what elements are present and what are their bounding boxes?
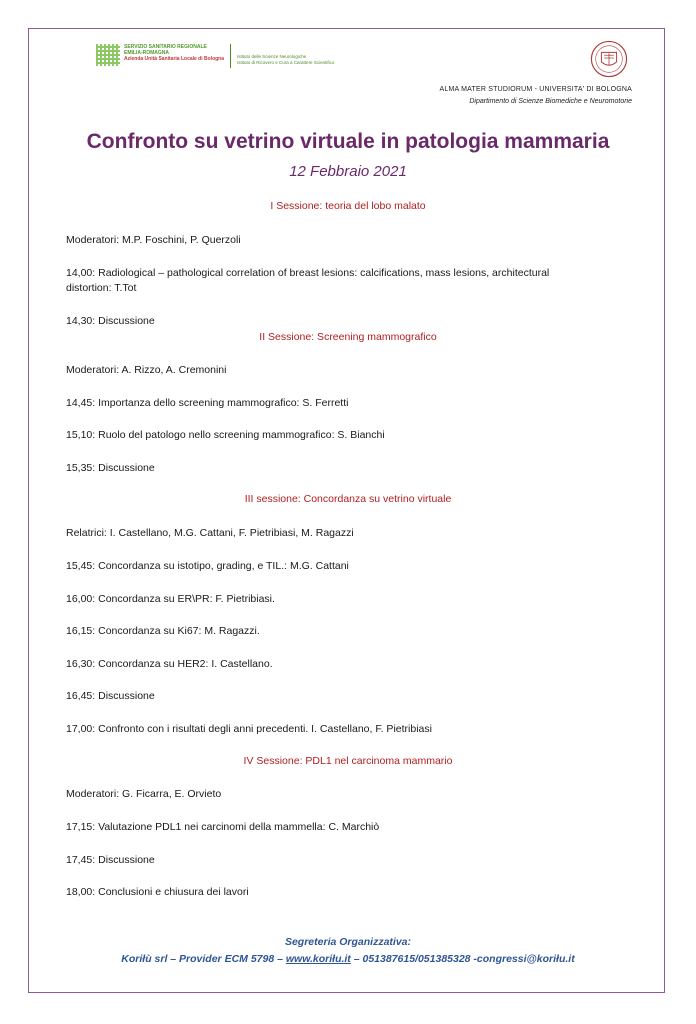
organizer-contacts bbox=[0, 953, 696, 965]
logo-divider bbox=[230, 44, 231, 68]
program-item: 14,00: Radiological – pathological correlation of breast lesions: calcifications, mass lesions, architectural distortion: T.Tot bbox=[66, 267, 550, 294]
program-item: 16,45: Discussione bbox=[66, 690, 155, 702]
program-item: 17,15: Valutazione PDL1 nei carcinomi della mammella: C. Marchiò bbox=[66, 821, 380, 833]
program-item: 16,15: Concordanza su Ki67: M. Ragazzi. bbox=[66, 625, 260, 637]
ausl-logo bbox=[96, 44, 334, 68]
session-4-title: IV Sessione: PDL1 nel carcinoma mammario bbox=[243, 755, 453, 767]
event-date: 12 Febbraio 2021 bbox=[289, 163, 407, 180]
program-item: 18,00: Conclusioni e chiusura dei lavori bbox=[66, 886, 249, 898]
logo-line-2: EMILIA-ROMAGNA bbox=[124, 50, 169, 56]
logo-line-3: Azienda Unità Sanitaria Locale di Bologna bbox=[124, 56, 225, 62]
page-title: Confronto su vetrino virtuale in patologia mammaria bbox=[86, 130, 610, 153]
program-item: 17,00: Confronto con i risultati degli anni precedenti. I. Castellano, F. Pietribiasi bbox=[66, 723, 432, 735]
contact-text: – 051387615/051385328 -congressi@koriłu.it bbox=[350, 953, 575, 965]
session-1-title: I Sessione: teoria del lobo malato bbox=[270, 200, 426, 212]
ausl-grid-icon bbox=[96, 44, 120, 66]
university-seal-icon bbox=[590, 40, 628, 78]
program-item: 15,45: Concordanza su istotipo, grading, e TIL.: M.G. Cattani bbox=[66, 560, 349, 572]
session-1-moderators: Moderatori: M.P. Foschini, P. Querzoli bbox=[66, 234, 241, 246]
institute-line-2: Istituto di Ricovero e Cura a Carattere Scientifico bbox=[237, 60, 335, 65]
website-link[interactable]: www.koriłu.it bbox=[285, 953, 351, 965]
session-2-title: II Sessione: Screening mammografico bbox=[259, 331, 437, 343]
program-item: 14,30: Discussione bbox=[66, 315, 155, 327]
program-item: 16,00: Concordanza su ER\PR: F. Pietribiasi. bbox=[66, 593, 275, 605]
logo-line-1: SERVIZIO SANITARIO REGIONALE bbox=[124, 44, 207, 50]
organizer-label: Segreteria Organizzativa: bbox=[284, 936, 412, 948]
provider-text: Koriłù srl – Provider ECM 5798 – bbox=[121, 953, 286, 965]
session-3-title: III sessione: Concordanza su vetrino virtuale bbox=[244, 493, 452, 505]
department-name: Dipartimento di Scienze Biomediche e Neuromotorie bbox=[469, 98, 632, 105]
program-item: 17,45: Discussione bbox=[66, 854, 155, 866]
program-item: 15,35: Discussione bbox=[66, 462, 155, 474]
program-item: 16,30: Concordanza su HER2: I. Castellano. bbox=[66, 658, 273, 670]
program-item: 15,10: Ruolo del patologo nello screening mammografico: S. Bianchi bbox=[66, 429, 385, 441]
institute-line-1: Istituto delle Scienze Neurologiche bbox=[237, 54, 307, 59]
university-name: ALMA MATER STUDIORUM - UNIVERSITA' DI BOLOGNA bbox=[439, 86, 632, 93]
session-4-moderators: Moderatori: G. Ficarra, E. Orvieto bbox=[66, 788, 222, 800]
session-2-moderators: Moderatori: A. Rizzo, A. Cremonini bbox=[66, 364, 227, 376]
program-item: 14,45: Importanza dello screening mammografico: S. Ferretti bbox=[66, 397, 349, 409]
session-3-speakers: Relatrici: I. Castellano, M.G. Cattani, F. Pietribiasi, M. Ragazzi bbox=[66, 527, 354, 539]
